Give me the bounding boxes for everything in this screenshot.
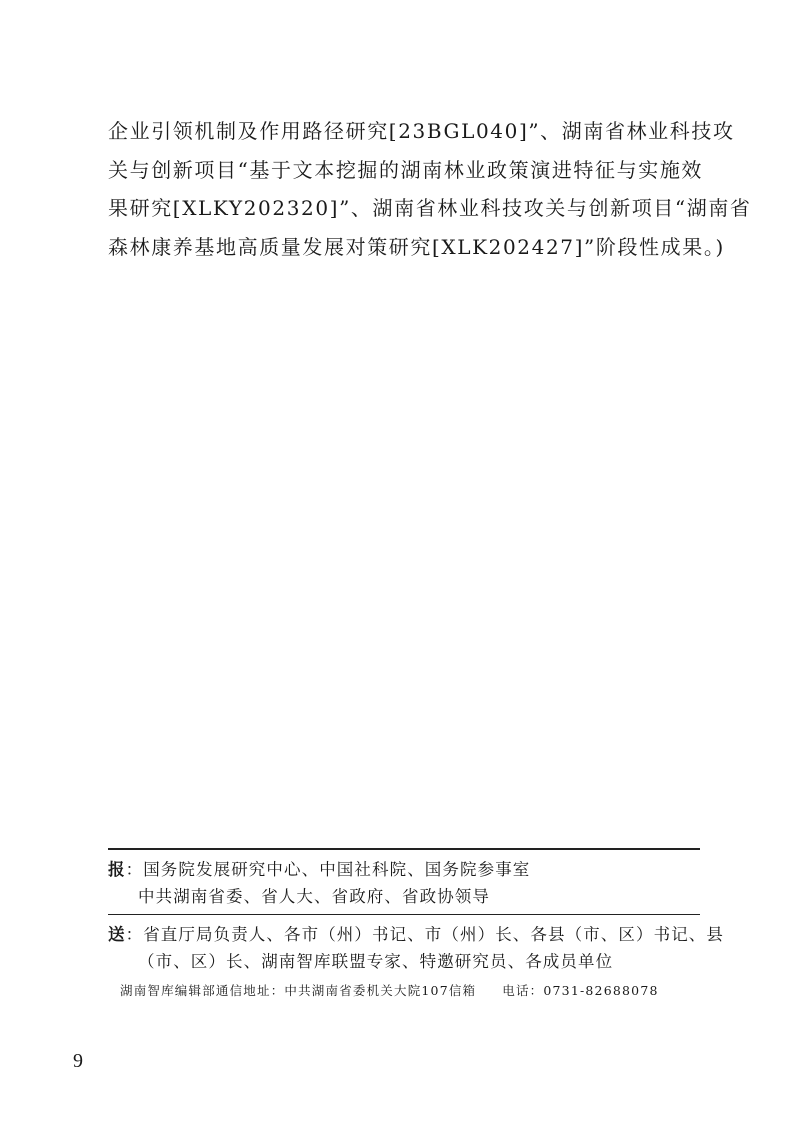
send-recipients-continued: （市、区）长、湖南智库联盟专家、特邀研究员、各成员单位 <box>138 952 614 971</box>
paragraph-line: 企业引领机制及作用路径研究[23BGL040]”、湖南省林业科技攻 <box>108 119 735 143</box>
send-to-line <box>108 921 725 948</box>
paragraph-line: 关与创新项目“基于文本挖掘的湖南林业政策演进特征与实施效 <box>108 157 704 182</box>
phone-number: 电话：0731-82688078 <box>502 983 659 998</box>
send-recipients: ：省直厅局负责人、各市（州）书记、市（州）长、各县（市、区）书记、县 <box>125 925 725 944</box>
send-to-section <box>108 915 725 977</box>
report-recipients-continued: 中共湖南省委、省人大、省政府、省政协领导 <box>138 887 490 906</box>
distribution-block <box>108 848 725 999</box>
body-paragraph <box>108 112 752 266</box>
report-recipients: ：国务院发展研究中心、中国社科院、国务院参事室 <box>125 860 531 879</box>
page-number: 9 <box>73 1050 83 1072</box>
paragraph-line: 果研究[XLKY202320]”、湖南省林业科技攻关与创新项目“湖南省 <box>108 196 752 220</box>
paragraph-line: 森林康养基地高质量发展对策研究[XLK202427]”阶段性成果。) <box>108 234 725 259</box>
report-label: 报 <box>108 860 126 879</box>
contact-line <box>108 981 700 999</box>
send-label: 送 <box>108 925 126 944</box>
report-to-line <box>108 856 700 883</box>
report-to-section <box>108 850 700 914</box>
mailing-address: 湖南智库编辑部通信地址：中共湖南省委机关大院107信箱 <box>120 983 477 998</box>
